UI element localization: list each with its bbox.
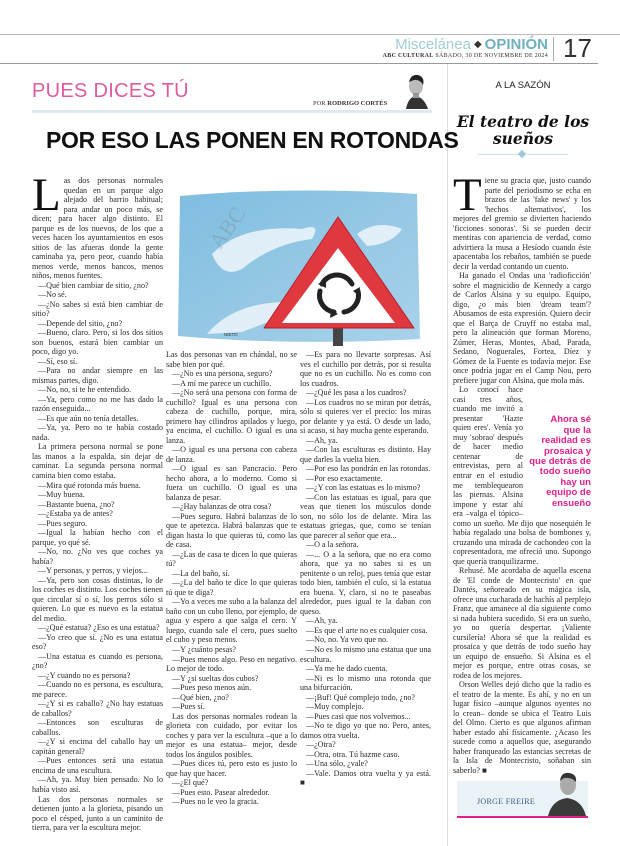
article-column-1: [32, 169, 163, 833]
paragraph: Las dos personas normales rodean la glorieta con cuidado, por evitar los coches y para ver la escultura –que a lo mejor es una estatua– mejor, desde todos los ángulos posibles.: [166, 711, 297, 759]
diamond-ornament-icon: [518, 150, 526, 158]
header-divider: [553, 37, 554, 61]
paragraph-text: Lo conocí hace casi tres años, cuando me invitó a presentar 'Hazte quien eres'. Venía yo muy 'sobrao' después de hacer medio centenar de entrevistas, pero al entrar en el estudio me temblequearon las piernas. Alsina impone y estar ahí era –valga el tópico– como un sueño. Me dijo que nosequién le había regalado una bolsa de bombones y, cruzando una mirada de cachondeo con la copresentadora, me ofreció uno. Supongo que quería tranquilizarme.: [453, 385, 591, 566]
paragraph: —Entonces son esculturas de caballos.: [32, 718, 163, 737]
paragraph: —Pues menos algo. Peso en negativo. Lo mejor de todo.: [166, 654, 297, 674]
paragraph: —Muy complejo.: [306, 702, 364, 712]
sidebar-author-portrait: [546, 768, 588, 816]
watermark: ABC: [203, 202, 251, 254]
paragraph: —O igual es una persona con cabeza de lanza.: [166, 445, 297, 464]
sidebar-paragraph: Ha ganado el Ondas una 'radioficción' sobre el magnicidio de Kennedy a cargo de Carlos Alsina y su equipo. Equipo, digo, ¿o más bien 'dream team'? Abusamos de esta expresión. Quiero decir que el Barça de Cruyff no estaba mal, pero la alineación que forman Moreno, Zúmer, Heras, Montes, Abad, Parada, Sedano, Noguerales, Fortea, Díez y Gómez de la Fuente es todavía mejor. Ese once podría jugar en el Camp Nou, pero prefiere jugar con Alsina, que mola más.: [453, 271, 591, 385]
top-rule: [0, 34, 620, 35]
paragraph: —Otra, otra. Tú hazme caso.: [306, 749, 400, 759]
author-name: RODRIGO CORTÉS: [327, 100, 388, 107]
paragraph: —Pues casi que nos volvemos...: [306, 711, 411, 721]
paragraph: —Pues no le veo la gracia.: [172, 797, 259, 807]
paragraph: —Ya, ya. Pero no te había costado nada.: [32, 423, 163, 442]
paragraph: —Yo creo que sí. ¿No es una estatua eso?: [32, 632, 163, 652]
paragraph: Las dos personas normales se detienen junto a la glorieta, pisando un poco el césped, junto a un caminito de tierra, para ver la escultura mejor.: [32, 794, 163, 833]
paragraph: —Pues dices tú, pero esto es justo lo que hay que hacer.: [166, 759, 297, 778]
kicker-rule: [32, 110, 432, 113]
column-kicker: PUES DICES TÚ: [32, 80, 189, 102]
paragraph: —Pues peso menos aún.: [172, 683, 252, 693]
paragraph: —Con las esculturas es distinto. Hay que darles la vuelta bien.: [300, 445, 431, 464]
roundabout-sign-illustration: [172, 184, 422, 346]
paragraph: —Ah, ya.: [306, 435, 338, 445]
paragraph: —... O a la señora, que no era como ahora, que ya no sabes si es un penitente o un reloj, pues tenía que estar todo bien, también el culo, si la estatua era buena. Y, claro, si no te paseabas alrededor, pues igual te la daban con queso.: [300, 549, 431, 616]
paragraph: —Sí, eso sí.: [38, 356, 78, 366]
paragraph: —Es que el arte no es cualquier cosa.: [306, 625, 428, 635]
publication-name: ABC CULTURAL: [382, 53, 434, 59]
paragraph: —¿Qué les pasa a los cuadros?: [306, 388, 407, 398]
paragraph: —Bastante buena, ¿no?: [38, 499, 115, 509]
paragraph: —¿Y cuando no es persona?: [38, 670, 131, 680]
paragraph: —¿Las de casa te dicen lo que quieras tú?: [166, 549, 297, 569]
dateline: [383, 53, 548, 59]
paragraph: —La del baño, sí.: [172, 568, 230, 578]
sidebar-title: El teatro de los sueños: [456, 112, 590, 148]
paragraph: as dos personas normales quedan en un parque algo alejado del barrio habitual; para andar un poco más, se dicen; para hacer algo distinto. El parque es de los nuevos, de los que a veces hacen los ayuntamientos en esos sitios de las afueras donde la gente caminaba ya, pero peor, cuando había menos verde, menos bancos, menos niños, menos fuentes.: [32, 176, 163, 281]
paragraph: —Pues sí.: [172, 702, 205, 712]
sidebar-label: A LA SAZÓN: [495, 80, 551, 91]
paragraph: —¿Otra?: [306, 740, 336, 750]
paragraph: —¡Buf! Qué complejo todo, ¿no?: [306, 692, 416, 702]
paragraph: —Y personas, y perros, y viejos...: [38, 566, 148, 576]
paragraph: —Bueno, claro. Pero, si los dos sitios son buenos, estará bien cambiar un poco, digo yo.: [32, 328, 163, 357]
paragraph: —¿Hay balanzas de otra cosa?: [172, 502, 272, 512]
drop-cap: L: [32, 169, 61, 221]
paragraph: —No, no, si te he entendido.: [38, 385, 132, 395]
paragraph: —¿Qué estatua? ¿Eso es una estatua?: [38, 623, 160, 633]
author-portrait: [398, 72, 432, 109]
pull-quote: Ahora sé que la realidad es prosaica y que detrás de todo sueño hay un equipo de ensueño: [529, 414, 591, 509]
sidebar-paragraph: Rehusé. Me acordaba de aquella escena de 'El conde de Montecristo' en que Dantés, señoreado en su mágica isla, ofrece una cucharada de hachís al perplejo Franz, que amanece al día siguiente como si nada hubiera sucedido. Si era un sueño, yo no quería despertar. ¡Valiente cursilería! Ahora sé que la realidad es prosaica y que detrás de todo sueño hay un equipo de ensueño. Si Alsina es el mejor es porque, entre otras cosas, se rodea de los mejores.: [453, 566, 591, 680]
article-column-3: [300, 350, 431, 788]
paragraph: —Ya, pero son cosas distintas, lo de los coches es distinto. Los coches tienen que circular sí o sí, los perros sólo si quieren. Lo que es nuevo es la estatua del medio.: [32, 575, 163, 623]
paragraph: —Una estatua es cuando es persona, ¿no?: [32, 651, 163, 671]
sidebar-author-box: [457, 781, 588, 818]
paragraph: —Pues seguro.: [38, 518, 88, 528]
paragraph: —Muy buena.: [38, 490, 85, 500]
sidebar-paragraph: [453, 385, 591, 566]
paragraph: —Pues entonces será una estatua encima de una escultura.: [32, 756, 163, 775]
paragraph: —Para no andar siempre en las mismas partes, digo.: [32, 366, 163, 385]
header-rule: [0, 63, 598, 64]
paragraph: —Ah, ya. Muy bien pensado. No lo había visto así.: [32, 775, 163, 794]
column-divider: [447, 64, 448, 846]
paragraph: —Pues seguro. Habrá balanzas de lo que te apetezca. Habrá balanzas que te digan hasta lo que quieras tú, como las de casa.: [166, 511, 297, 550]
article-column-2: [166, 350, 297, 807]
paragraph: —¿Y con las estatuas es lo mismo?: [306, 483, 421, 493]
sidebar-author-name: JORGE FREIRE: [477, 797, 536, 806]
paragraph: Las dos personas van en chándal, no se sabe bien por qué.: [166, 350, 297, 369]
paragraph: —¿No es una persona, seguro?: [172, 369, 273, 379]
paragraph: —Ni es lo mismo una rotonda que una bifurcación.: [300, 673, 431, 693]
paragraph: —¿Y si encima del caballo hay un capitán general?: [32, 737, 163, 756]
paragraph: —¿Estaba ya de antes?: [38, 509, 113, 519]
paragraph-text: iene su gracia que, justo cuando parte del periodismo se echa en brazos de las 'fake news' y los 'hechos alternativos', los mejores del gremio se divierten haciendo 'ficciones sonoras'. Si se pueden decir mentiras con apariencia de verdad, como advirtiera la musa a Hesíodo cuando éste apacentaba los rebaños, también se puede decir la verdad contando un cuento.: [453, 176, 591, 271]
paragraph: —Es para no llevarte sorpresas. Así ves el cuchillo por detrás, por si resulta que no es un cuchillo. No es como con los cuadros.: [300, 350, 431, 388]
paragraph: —Una sólo, ¿vale?: [306, 759, 368, 769]
paragraph: —Ah, ya.: [306, 616, 338, 626]
sidebar-paragraph: [453, 169, 591, 271]
paragraph: —Ya me he dado cuenta.: [306, 664, 388, 674]
paragraph: —Mira qué rotonda más buena.: [38, 480, 141, 490]
paragraph: —A mí me parece un cuchillo.: [172, 378, 272, 388]
paragraph: —Los cuadros no se miran por detrás, sólo si quieres ver el precio: los miras por delante y ya está. O desde un lado, si acaso, si hay mucha gente esperando.: [300, 397, 431, 436]
headline: POR ESO LAS PONEN EN ROTONDAS: [46, 127, 459, 153]
paragraph: —Y ¿si sueltas dos cubos?: [172, 673, 259, 683]
paragraph: —O a la señora.: [306, 540, 359, 550]
paragraph: —Es que aún no tenía detalles.: [38, 413, 139, 423]
sidebar-column: [453, 169, 591, 775]
byline-prefix: POR: [313, 100, 326, 107]
paragraph: —No, no. ¿No ves que coches ya había?: [32, 547, 163, 566]
paragraph: —No te digo yo que no. Pero, antes, damos otra vuelta.: [300, 721, 431, 740]
paragraph: —¿Y si es caballo? ¿No hay estatuas de caballos?: [32, 699, 163, 718]
paragraph: —Vale. Damos otra vuelta y ya está. ■: [300, 768, 431, 788]
paragraph: —No, no. Ya veo que no.: [306, 635, 389, 645]
paragraph: —Yo a veces me subo a la balanza del baño con un cubo lleno, por ejemplo, de agua y espero a que salga el cero. Y luego, cuando sale el cero, pues suelto el cubo y peso menos.: [166, 597, 297, 645]
diamond-icon: ◆: [473, 39, 482, 50]
paragraph: —¿La del baño te dice lo que quieras tú que te diga?: [166, 578, 297, 597]
paragraph: —Qué bien, ¿no?: [172, 692, 229, 702]
paragraph: —¿El qué?: [172, 778, 209, 788]
issue-date: SÁBADO, 30 DE NOVIEMBRE DE 2024: [435, 53, 548, 59]
subsection-name: OPINIÓN: [484, 36, 548, 53]
paragraph: —Por eso exactamente.: [306, 473, 383, 483]
section-header: [395, 36, 548, 53]
paragraph: —Por eso las pondrán en las rotondas.: [306, 464, 431, 474]
paragraph: —Cuando no es persona, es escultura, me parece.: [32, 680, 163, 699]
paragraph: —Qué bien cambiar de sitio, ¿no?: [38, 280, 149, 290]
page-number: 17: [563, 33, 592, 63]
paragraph: —¿No sabes si está bien cambiar de sitio?: [32, 299, 163, 319]
illustration-credit: NIETO: [224, 332, 238, 337]
section-name: Miscelánea: [395, 36, 471, 53]
paragraph: —¿No será una persona con forma de cuchillo? Igual es una persona con cabeza de cuchillo, porque, mira, primero hay cilindros apilados y luego, ya encima, el cuchillo. O igual es una lanza.: [166, 388, 297, 445]
paragraph: La primera persona normal se pone las manos a la espalda, sin dejar de caminar. La segunda persona normal camina bien como estaba.: [32, 442, 163, 480]
byline: [313, 100, 387, 107]
paragraph: —No sé.: [38, 290, 67, 300]
paragraph: —Pues esto. Pasear alrededor.: [172, 787, 270, 797]
paragraph: —Con las estatuas es igual, para que veas que tienen los músculos donde son, no sólo los de delante. Mira las estatuas griegas, que, como se tenían que parecer al señor que era...: [300, 492, 431, 540]
paragraph: —No es lo mismo una estatua que una escultura.: [300, 644, 431, 664]
paragraph: —Igual la habían hecho con el parque, yo qué sé.: [32, 528, 163, 547]
paragraph: —Depende del sitio, ¿no?: [38, 318, 123, 328]
paragraph: —Ya, pero como no me has dado la razón enseguida...: [32, 394, 163, 414]
paragraph: —O igual es san Pancracio. Pero hecho ahora, a lo moderno. Como si fuera un cuchillo. O igual es una balanza de pesar.: [166, 464, 297, 502]
drop-cap: T: [453, 169, 482, 221]
paragraph: —Y ¿cuánto pesas?: [172, 644, 236, 654]
sidebar-paragraph: Orson Welles dejó dicho que la radio es el teatro de la mente. Es ahí, y no en un lugar físico –aunque algunos oyentes no lo crean– donde se ubica el Teatro Luis del Olmo. Cierto es que algunos afirman haber estado ahí físicamente. ¿Acaso les sucede como a aquellos que, asegurando haber franqueado las estancias secretas de la Isla de Montecristo, soñaban sin saberlo? ■: [453, 680, 591, 775]
